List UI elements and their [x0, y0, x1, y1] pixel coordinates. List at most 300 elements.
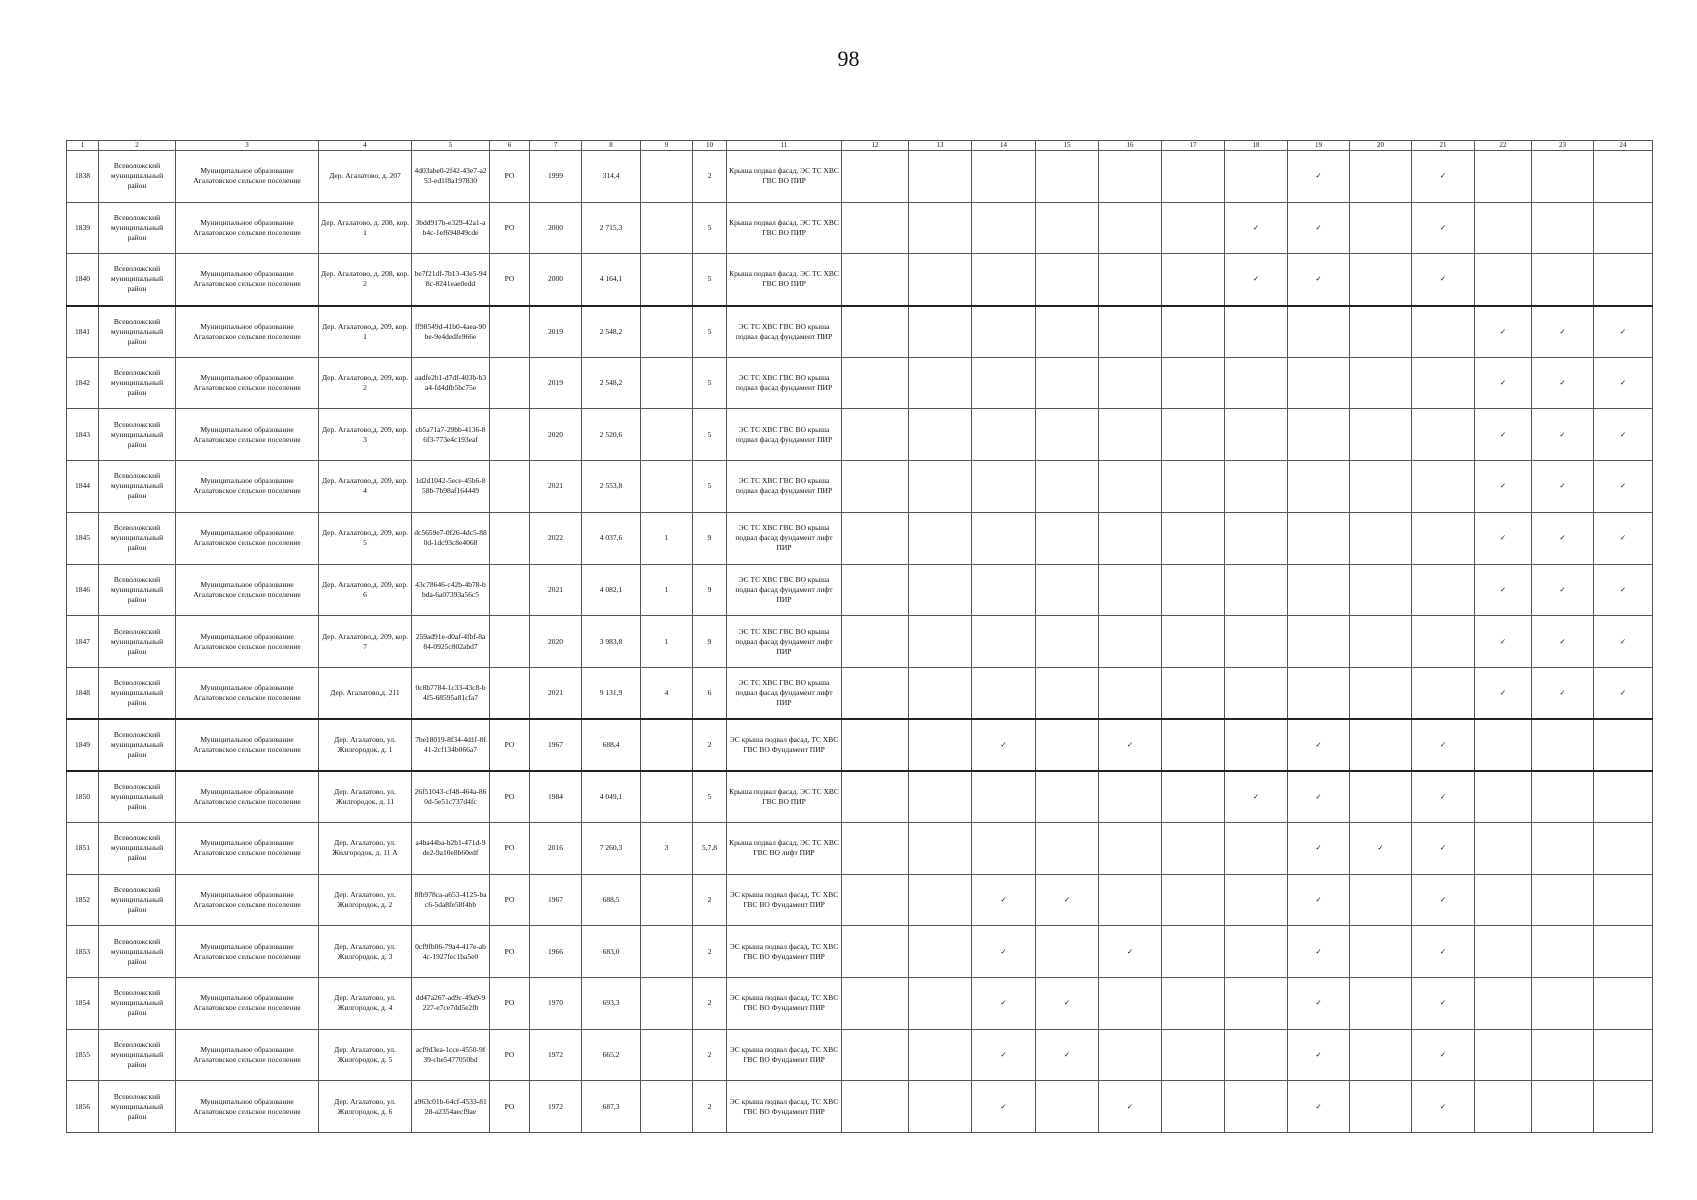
empty-cell	[1099, 202, 1162, 254]
empty-cell	[1036, 822, 1099, 874]
empty-cell	[842, 1029, 909, 1081]
address-cell: Дер. Агалатово,д. 209, кор. 2	[319, 357, 412, 409]
empty-cell	[1162, 461, 1225, 513]
empty-cell	[1532, 202, 1594, 254]
empty-cell	[1532, 874, 1594, 926]
check-mark-icon: ✓	[1412, 822, 1475, 874]
empty-cell	[1162, 409, 1225, 461]
check-mark-icon: ✓	[1412, 978, 1475, 1030]
commissioning-year-cell: 2021	[530, 667, 582, 719]
empty-cell	[1162, 306, 1225, 358]
row-number-cell: 1851	[67, 822, 99, 874]
empty-cell	[1162, 512, 1225, 564]
check-mark-icon: ✓	[972, 926, 1036, 978]
table-row	[67, 926, 1653, 978]
entrances-cell	[641, 306, 693, 358]
address-cell: Дер. Агалатово, ул. Жилгородок, д. 5	[319, 1029, 412, 1081]
empty-cell	[1162, 357, 1225, 409]
check-mark-icon: ✓	[1532, 409, 1594, 461]
empty-cell	[909, 978, 972, 1030]
total-area-cell: 2 715,3	[582, 202, 641, 254]
table-row	[67, 616, 1653, 668]
total-area-cell: 683,0	[582, 926, 641, 978]
empty-cell	[1532, 1029, 1594, 1081]
house-guid-cell: 4d03abe0-2f42-43e7-a253-ed1f8a197830	[412, 151, 490, 203]
column-number-header: 23	[1532, 141, 1594, 151]
address-cell: Дер. Агалатово, ул. Жилгородок, д. 1	[319, 719, 412, 771]
empty-cell	[1225, 1081, 1288, 1133]
row-number-cell: 1846	[67, 564, 99, 616]
house-guid-cell: aadfe2b1-d7df-403b-b3a4-fd4dfb5bc75e	[412, 357, 490, 409]
address-cell: Дер. Агалатово,д. 209, кор. 1	[319, 306, 412, 358]
municipality-cell: Муниципальное образование Агалатовское сельское поселение	[176, 1081, 319, 1133]
works-list-cell: ЭС ТС ХВС ГВС ВО крыша подвал фасад фундамент ПИР	[727, 306, 842, 358]
check-mark-icon: ✓	[1288, 719, 1350, 771]
works-list-cell: ЭС крыша подвал фасад, ТС ХВС ГВС ВО Фундамент ПИР	[727, 874, 842, 926]
page-number: 98	[837, 46, 860, 71]
empty-cell	[1162, 719, 1225, 771]
check-mark-icon: ✓	[1288, 926, 1350, 978]
table-row	[67, 1029, 1653, 1081]
empty-cell	[1475, 978, 1532, 1030]
empty-cell	[1594, 978, 1653, 1030]
empty-cell	[1162, 1081, 1225, 1133]
check-mark-icon: ✓	[1288, 771, 1350, 823]
empty-cell	[1594, 822, 1653, 874]
empty-cell	[1594, 202, 1653, 254]
check-mark-icon: ✓	[1475, 616, 1532, 668]
check-mark-icon: ✓	[1288, 1081, 1350, 1133]
row-number-cell: 1840	[67, 254, 99, 306]
works-list-cell: ЭС ТС ХВС ГВС ВО крыша подвал фасад фундамент ПИР	[727, 357, 842, 409]
district-cell: Всеволожский муниципальный район	[99, 202, 176, 254]
empty-cell	[1412, 357, 1475, 409]
empty-cell	[972, 409, 1036, 461]
fund-form-cell: РО	[490, 978, 530, 1030]
floors-cell: 5	[693, 771, 727, 823]
empty-cell	[1162, 564, 1225, 616]
address-cell: Дер. Агалатово,д. 209, кор. 4	[319, 461, 412, 513]
check-mark-icon: ✓	[1532, 306, 1594, 358]
empty-cell	[1350, 564, 1412, 616]
row-number-cell: 1854	[67, 978, 99, 1030]
fund-form-cell	[490, 357, 530, 409]
empty-cell	[1350, 978, 1412, 1030]
floors-cell: 2	[693, 719, 727, 771]
check-mark-icon: ✓	[1036, 978, 1099, 1030]
empty-cell	[842, 409, 909, 461]
commissioning-year-cell: 2019	[530, 357, 582, 409]
table-row	[67, 409, 1653, 461]
house-guid-cell: 8fb978ca-a653-4125-bac6-5da8fe58f4bb	[412, 874, 490, 926]
column-number-header: 1	[67, 141, 99, 151]
house-guid-cell: 7be18019-8f34-4d1f-8f41-2cf134b066a7	[412, 719, 490, 771]
works-list-cell: ЭС ТС ХВС ГВС ВО крыша подвал фасад фундамент лифт ПИР	[727, 512, 842, 564]
check-mark-icon: ✓	[1475, 306, 1532, 358]
works-list-cell: Крыша подвал фасад. ЭС ТС ХВС ГВС ВО ПИР	[727, 254, 842, 306]
check-mark-icon: ✓	[972, 874, 1036, 926]
address-cell: Дер. Агалатово,д. 209, кор. 7	[319, 616, 412, 668]
floors-cell: 2	[693, 1081, 727, 1133]
table-row	[67, 512, 1653, 564]
column-number-header: 10	[693, 141, 727, 151]
entrances-cell: 1	[641, 564, 693, 616]
fund-form-cell: РО	[490, 719, 530, 771]
empty-cell	[1594, 151, 1653, 203]
check-mark-icon: ✓	[1594, 667, 1653, 719]
column-number-header: 24	[1594, 141, 1653, 151]
check-mark-icon: ✓	[1099, 926, 1162, 978]
check-mark-icon: ✓	[1412, 254, 1475, 306]
total-area-cell: 693,3	[582, 978, 641, 1030]
empty-cell	[1475, 926, 1532, 978]
check-mark-icon: ✓	[1532, 357, 1594, 409]
empty-cell	[1099, 874, 1162, 926]
empty-cell	[1225, 874, 1288, 926]
floors-cell: 5	[693, 409, 727, 461]
total-area-cell: 4 037,6	[582, 512, 641, 564]
empty-cell	[1350, 667, 1412, 719]
check-mark-icon: ✓	[1288, 151, 1350, 203]
empty-cell	[972, 667, 1036, 719]
floors-cell: 2	[693, 1029, 727, 1081]
column-number-header: 14	[972, 141, 1036, 151]
fund-form-cell	[490, 409, 530, 461]
entrances-cell	[641, 874, 693, 926]
empty-cell	[1162, 616, 1225, 668]
empty-cell	[1162, 978, 1225, 1030]
empty-cell	[972, 771, 1036, 823]
municipality-cell: Муниципальное образование Агалатовское сельское поселение	[176, 254, 319, 306]
check-mark-icon: ✓	[972, 1081, 1036, 1133]
empty-cell	[972, 151, 1036, 203]
check-mark-icon: ✓	[1594, 512, 1653, 564]
column-number-header: 18	[1225, 141, 1288, 151]
row-number-cell: 1847	[67, 616, 99, 668]
district-cell: Всеволожский муниципальный район	[99, 1029, 176, 1081]
empty-cell	[1036, 202, 1099, 254]
check-mark-icon: ✓	[1225, 771, 1288, 823]
check-mark-icon: ✓	[1475, 667, 1532, 719]
table-body	[67, 151, 1653, 1133]
entrances-cell	[641, 719, 693, 771]
address-cell: Дер. Агалатово,д. 211	[319, 667, 412, 719]
empty-cell	[1475, 1029, 1532, 1081]
fund-form-cell	[490, 667, 530, 719]
column-number-row	[67, 141, 1653, 151]
check-mark-icon: ✓	[1594, 306, 1653, 358]
empty-cell	[842, 667, 909, 719]
empty-cell	[1350, 1029, 1412, 1081]
row-number-cell: 1839	[67, 202, 99, 254]
total-area-cell: 2 520,6	[582, 409, 641, 461]
empty-cell	[1412, 616, 1475, 668]
table-row	[67, 874, 1653, 926]
empty-cell	[1036, 306, 1099, 358]
district-cell: Всеволожский муниципальный район	[99, 926, 176, 978]
empty-cell	[1412, 461, 1475, 513]
address-cell: Дер. Агалатово, д. 208, кор. 2	[319, 254, 412, 306]
check-mark-icon: ✓	[1412, 719, 1475, 771]
district-cell: Всеволожский муниципальный район	[99, 822, 176, 874]
empty-cell	[1412, 409, 1475, 461]
empty-cell	[842, 254, 909, 306]
commissioning-year-cell: 2020	[530, 616, 582, 668]
floors-cell: 9	[693, 564, 727, 616]
empty-cell	[1099, 822, 1162, 874]
municipality-cell: Муниципальное образование Агалатовское сельское поселение	[176, 512, 319, 564]
row-number-cell: 1852	[67, 874, 99, 926]
empty-cell	[909, 616, 972, 668]
address-cell: Дер. Агалатово, ул. Жилгородок, д. 6	[319, 1081, 412, 1133]
column-number-header: 8	[582, 141, 641, 151]
check-mark-icon: ✓	[1288, 202, 1350, 254]
empty-cell	[1475, 822, 1532, 874]
empty-cell	[909, 667, 972, 719]
check-mark-icon: ✓	[1412, 874, 1475, 926]
empty-cell	[842, 564, 909, 616]
empty-cell	[909, 771, 972, 823]
total-area-cell: 665,2	[582, 1029, 641, 1081]
entrances-cell	[641, 978, 693, 1030]
table-row	[67, 822, 1653, 874]
empty-cell	[1288, 667, 1350, 719]
entrances-cell: 1	[641, 512, 693, 564]
empty-cell	[1288, 461, 1350, 513]
empty-cell	[909, 1081, 972, 1133]
empty-cell	[909, 512, 972, 564]
empty-cell	[1099, 254, 1162, 306]
empty-cell	[1099, 667, 1162, 719]
check-mark-icon: ✓	[972, 719, 1036, 771]
row-number-cell: 1850	[67, 771, 99, 823]
empty-cell	[972, 357, 1036, 409]
check-mark-icon: ✓	[1532, 564, 1594, 616]
fund-form-cell	[490, 564, 530, 616]
empty-cell	[1036, 667, 1099, 719]
empty-cell	[909, 357, 972, 409]
municipality-cell: Муниципальное образование Агалатовское сельское поселение	[176, 667, 319, 719]
municipality-cell: Муниципальное образование Агалатовское сельское поселение	[176, 926, 319, 978]
housing-register-table	[66, 140, 1653, 1133]
check-mark-icon: ✓	[1594, 564, 1653, 616]
column-number-header: 22	[1475, 141, 1532, 151]
floors-cell: 2	[693, 151, 727, 203]
municipality-cell: Муниципальное образование Агалатовское сельское поселение	[176, 461, 319, 513]
empty-cell	[1225, 409, 1288, 461]
table-row	[67, 202, 1653, 254]
empty-cell	[1288, 357, 1350, 409]
works-list-cell: ЭС крыша подвал фасад, ТС ХВС ГВС ВО Фундамент ПИР	[727, 719, 842, 771]
total-area-cell: 9 131,9	[582, 667, 641, 719]
empty-cell	[909, 926, 972, 978]
house-guid-cell: dd47a267-ad9c-49a9-9227-e7ce7dd5e2fb	[412, 978, 490, 1030]
district-cell: Всеволожский муниципальный район	[99, 357, 176, 409]
row-number-cell: 1848	[67, 667, 99, 719]
total-area-cell: 7 260,3	[582, 822, 641, 874]
empty-cell	[1225, 306, 1288, 358]
table-row	[67, 771, 1653, 823]
commissioning-year-cell: 1967	[530, 719, 582, 771]
municipality-cell: Муниципальное образование Агалатовское сельское поселение	[176, 564, 319, 616]
empty-cell	[1225, 978, 1288, 1030]
empty-cell	[1350, 771, 1412, 823]
empty-cell	[972, 461, 1036, 513]
empty-cell	[1288, 616, 1350, 668]
empty-cell	[842, 1081, 909, 1133]
empty-cell	[842, 512, 909, 564]
empty-cell	[1350, 874, 1412, 926]
empty-cell	[1350, 719, 1412, 771]
empty-cell	[1036, 771, 1099, 823]
total-area-cell: 688,4	[582, 719, 641, 771]
column-number-header: 19	[1288, 141, 1350, 151]
address-cell: Дер. Агалатово,д. 209, кор. 3	[319, 409, 412, 461]
address-cell: Дер. Агалатово, ул. Жилгородок, д. 4	[319, 978, 412, 1030]
empty-cell	[909, 151, 972, 203]
check-mark-icon: ✓	[1594, 461, 1653, 513]
empty-cell	[1225, 151, 1288, 203]
fund-form-cell: РО	[490, 771, 530, 823]
check-mark-icon: ✓	[1475, 564, 1532, 616]
municipality-cell: Муниципальное образование Агалатовское сельское поселение	[176, 1029, 319, 1081]
table-row	[67, 564, 1653, 616]
empty-cell	[909, 1029, 972, 1081]
row-number-cell: 1849	[67, 719, 99, 771]
municipality-cell: Муниципальное образование Агалатовское сельское поселение	[176, 357, 319, 409]
floors-cell: 2	[693, 874, 727, 926]
empty-cell	[842, 461, 909, 513]
column-number-header: 11	[727, 141, 842, 151]
address-cell: Дер. Агалатово, д. 207	[319, 151, 412, 203]
empty-cell	[1225, 512, 1288, 564]
works-list-cell: ЭС ТС ХВС ГВС ВО крыша подвал фасад фундамент ПИР	[727, 461, 842, 513]
empty-cell	[1475, 874, 1532, 926]
entrances-cell: 4	[641, 667, 693, 719]
empty-cell	[1532, 254, 1594, 306]
works-list-cell: Крыша подвал фасад. ЭС ТС ХВС ГВС ВО лифт ПИР	[727, 822, 842, 874]
entrances-cell: 3	[641, 822, 693, 874]
district-cell: Всеволожский муниципальный район	[99, 512, 176, 564]
column-number-header: 12	[842, 141, 909, 151]
table-row	[67, 151, 1653, 203]
floors-cell: 9	[693, 512, 727, 564]
empty-cell	[909, 564, 972, 616]
check-mark-icon: ✓	[1225, 254, 1288, 306]
district-cell: Всеволожский муниципальный район	[99, 874, 176, 926]
empty-cell	[1099, 461, 1162, 513]
works-list-cell: Крыша подвал фасад. ЭС ТС ХВС ГВС ВО ПИР	[727, 771, 842, 823]
district-cell: Всеволожский муниципальный район	[99, 461, 176, 513]
row-number-cell: 1853	[67, 926, 99, 978]
empty-cell	[1225, 461, 1288, 513]
commissioning-year-cell: 2021	[530, 461, 582, 513]
check-mark-icon: ✓	[1099, 1081, 1162, 1133]
commissioning-year-cell: 1972	[530, 1081, 582, 1133]
total-area-cell: 688,5	[582, 874, 641, 926]
column-number-header: 4	[319, 141, 412, 151]
empty-cell	[842, 151, 909, 203]
municipality-cell: Муниципальное образование Агалатовское сельское поселение	[176, 874, 319, 926]
house-guid-cell: 0c8b7784-1c33-43c8-b4f5-68595a81cfa7	[412, 667, 490, 719]
check-mark-icon: ✓	[1036, 874, 1099, 926]
empty-cell	[1225, 926, 1288, 978]
commissioning-year-cell: 1967	[530, 874, 582, 926]
total-area-cell: 687,3	[582, 1081, 641, 1133]
check-mark-icon: ✓	[1099, 719, 1162, 771]
empty-cell	[1099, 512, 1162, 564]
check-mark-icon: ✓	[1475, 409, 1532, 461]
commissioning-year-cell: 2020	[530, 409, 582, 461]
address-cell: Дер. Агалатово, ул. Жилгородок, д. 2	[319, 874, 412, 926]
works-list-cell: ЭС крыша подвал фасад, ТС ХВС ГВС ВО Фундамент ПИР	[727, 926, 842, 978]
works-list-cell: ЭС крыша подвал фасад, ТС ХВС ГВС ВО Фундамент ПИР	[727, 978, 842, 1030]
works-list-cell: Крыша подвал фасад. ЭС ТС ХВС ГВС ВО ПИР	[727, 151, 842, 203]
check-mark-icon: ✓	[1288, 1029, 1350, 1081]
column-number-header: 3	[176, 141, 319, 151]
address-cell: Дер. Агалатово, д. 208, кор. 1	[319, 202, 412, 254]
municipality-cell: Муниципальное образование Агалатовское сельское поселение	[176, 409, 319, 461]
total-area-cell: 4 164,1	[582, 254, 641, 306]
empty-cell	[842, 306, 909, 358]
empty-cell	[1099, 357, 1162, 409]
empty-cell	[909, 409, 972, 461]
empty-cell	[1162, 822, 1225, 874]
municipality-cell: Муниципальное образование Агалатовское сельское поселение	[176, 822, 319, 874]
empty-cell	[909, 822, 972, 874]
commissioning-year-cell: 1972	[530, 1029, 582, 1081]
check-mark-icon: ✓	[1412, 926, 1475, 978]
fund-form-cell: РО	[490, 202, 530, 254]
municipality-cell: Муниципальное образование Агалатовское сельское поселение	[176, 151, 319, 203]
works-list-cell: ЭС ТС ХВС ГВС ВО крыша подвал фасад фундамент ПИР	[727, 409, 842, 461]
district-cell: Всеволожский муниципальный район	[99, 564, 176, 616]
empty-cell	[1099, 771, 1162, 823]
empty-cell	[1036, 719, 1099, 771]
column-number-header: 17	[1162, 141, 1225, 151]
total-area-cell: 4 082,1	[582, 564, 641, 616]
check-mark-icon: ✓	[1594, 357, 1653, 409]
row-number-cell: 1841	[67, 306, 99, 358]
check-mark-icon: ✓	[1532, 616, 1594, 668]
empty-cell	[1162, 771, 1225, 823]
empty-cell	[1532, 1081, 1594, 1133]
column-number-header: 16	[1099, 141, 1162, 151]
row-number-cell: 1855	[67, 1029, 99, 1081]
floors-cell: 9	[693, 616, 727, 668]
check-mark-icon: ✓	[1532, 512, 1594, 564]
row-number-cell: 1845	[67, 512, 99, 564]
empty-cell	[909, 202, 972, 254]
total-area-cell: 4 049,1	[582, 771, 641, 823]
empty-cell	[1225, 822, 1288, 874]
address-cell: Дер. Агалатово,д. 209, кор. 5	[319, 512, 412, 564]
empty-cell	[1350, 512, 1412, 564]
empty-cell	[1532, 151, 1594, 203]
column-number-header: 9	[641, 141, 693, 151]
empty-cell	[909, 306, 972, 358]
check-mark-icon: ✓	[1594, 616, 1653, 668]
column-number-header: 15	[1036, 141, 1099, 151]
entrances-cell	[641, 461, 693, 513]
fund-form-cell	[490, 616, 530, 668]
column-number-header: 7	[530, 141, 582, 151]
total-area-cell: 314,4	[582, 151, 641, 203]
check-mark-icon: ✓	[1475, 461, 1532, 513]
works-list-cell: ЭС ТС ХВС ГВС ВО крыша подвал фасад фундамент лифт ПИР	[727, 616, 842, 668]
empty-cell	[1288, 512, 1350, 564]
fund-form-cell	[490, 306, 530, 358]
